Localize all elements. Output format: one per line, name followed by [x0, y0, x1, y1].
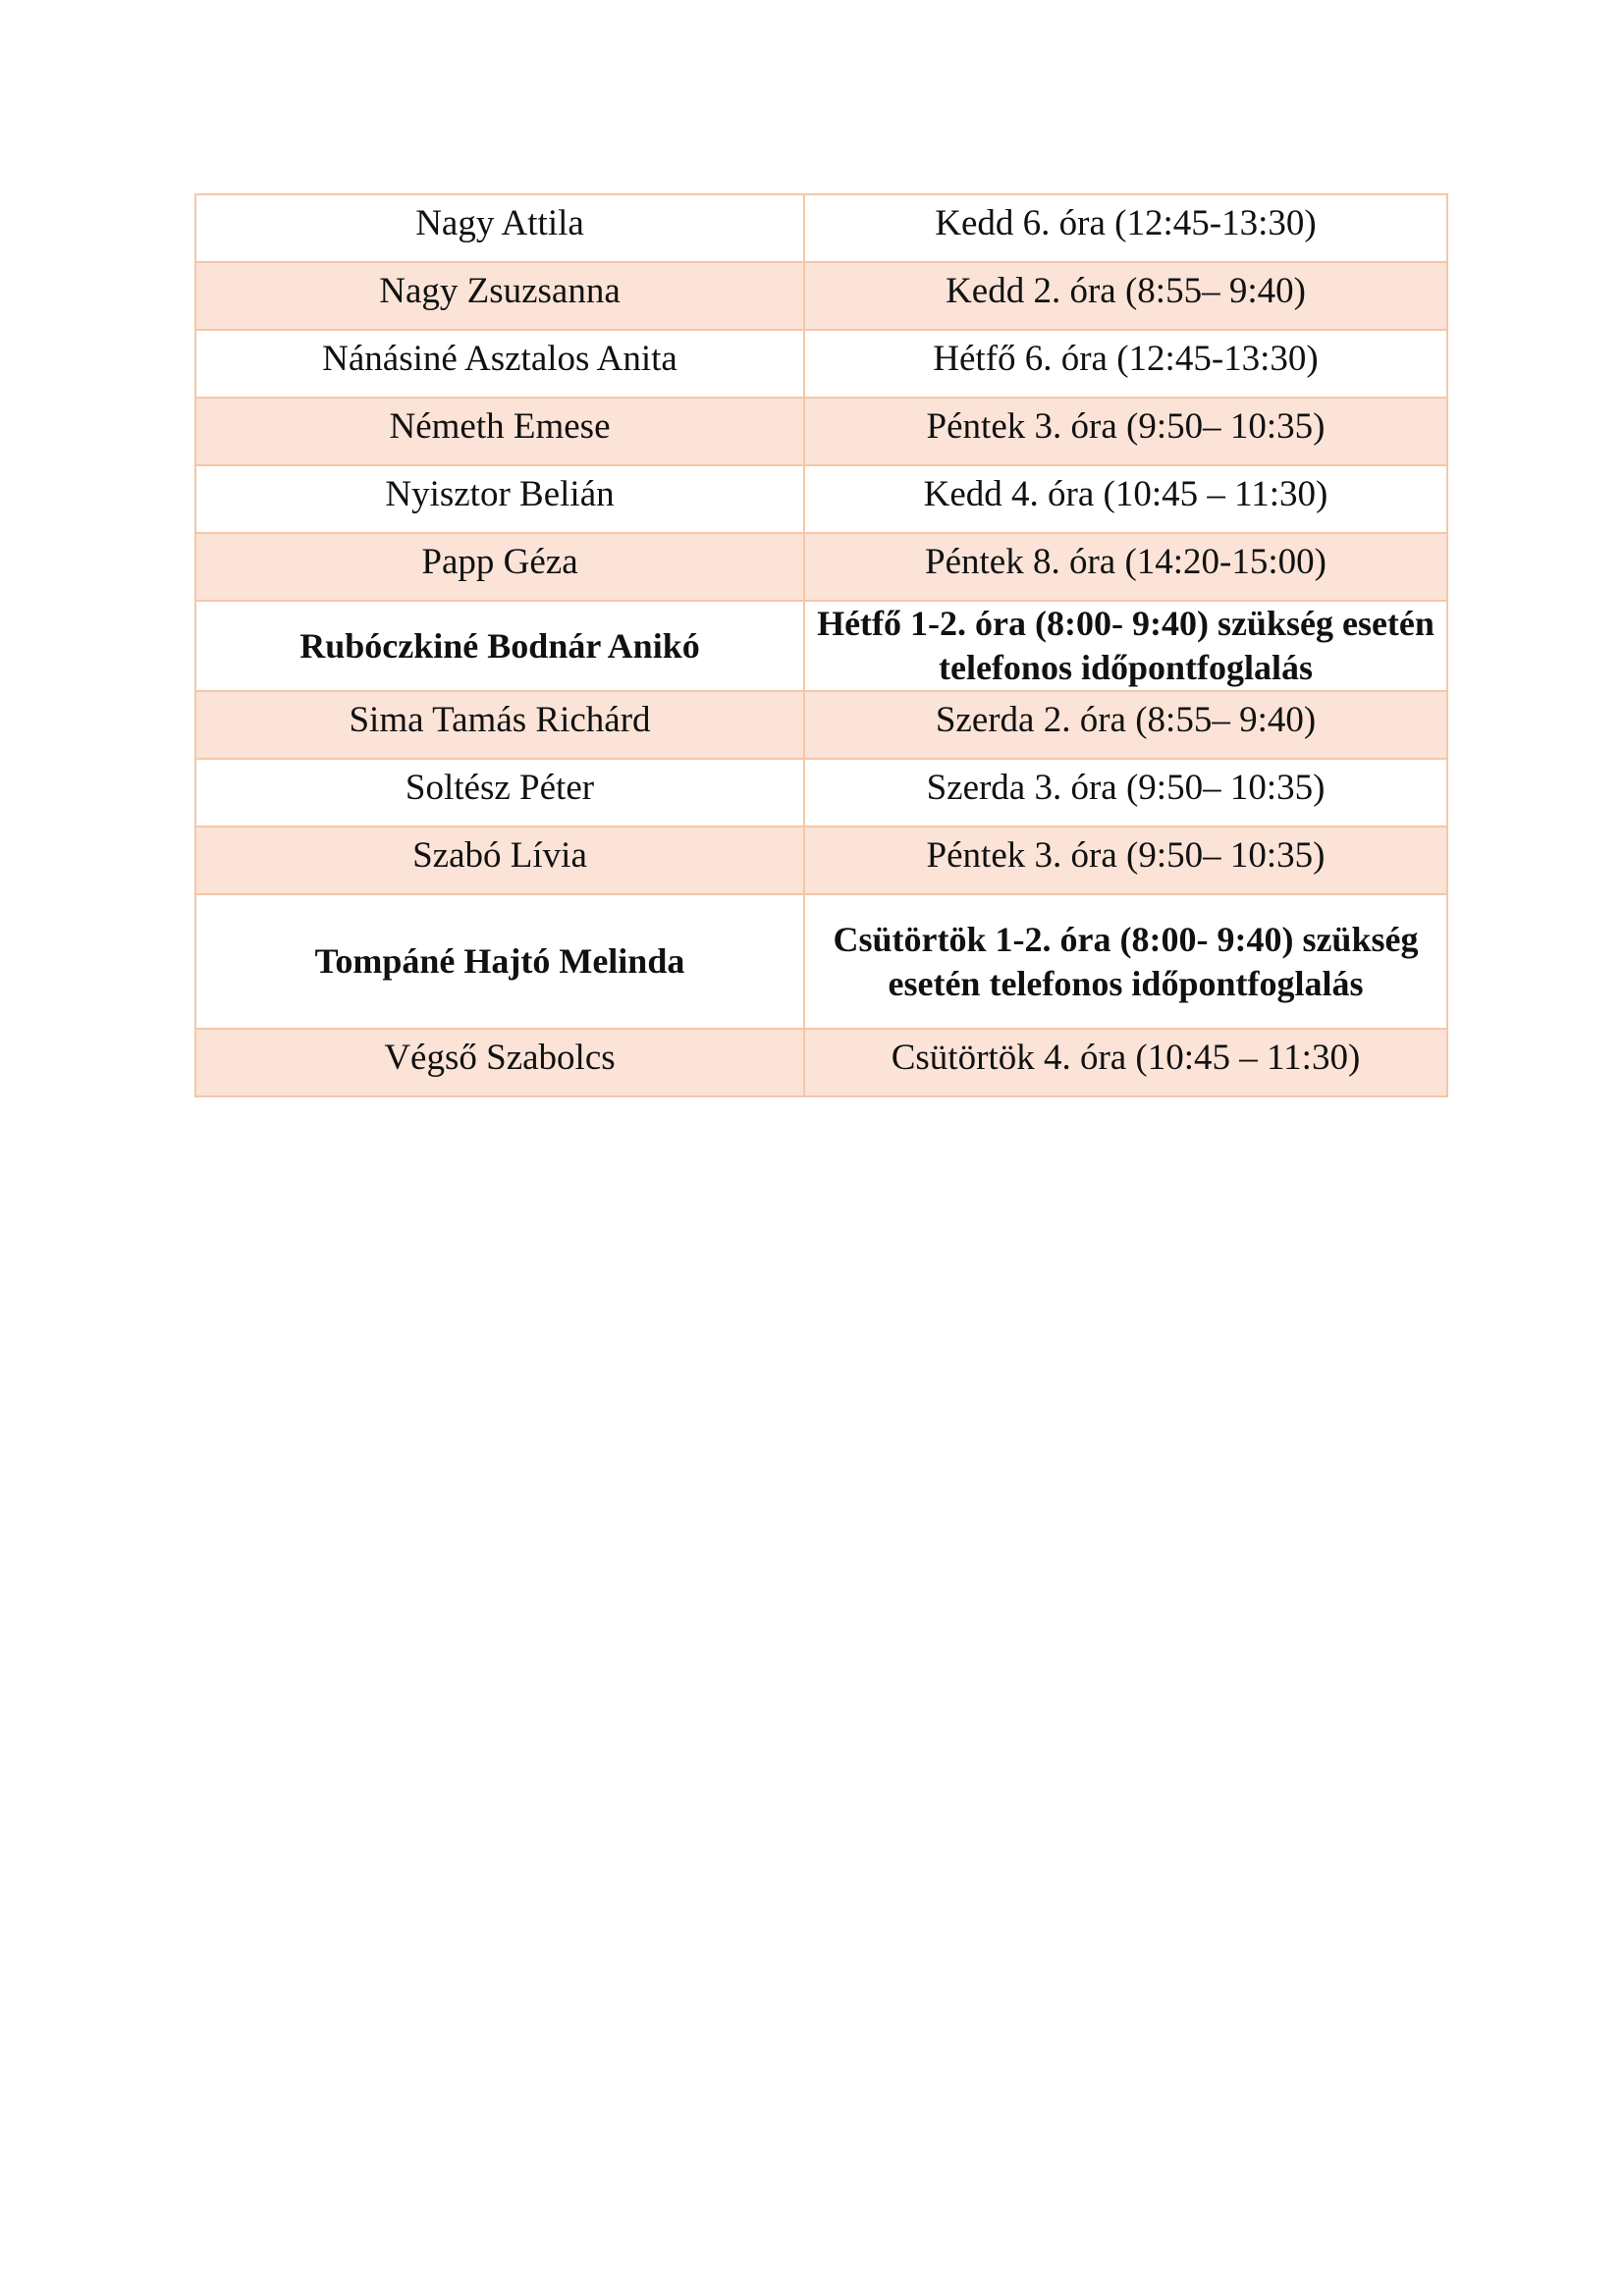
table-row — [195, 330, 1447, 398]
table-row — [195, 1029, 1447, 1096]
teacher-name-cell: Nyisztor Belián — [195, 465, 804, 533]
table-row — [195, 691, 1447, 759]
consultation-time-cell: Péntek 3. óra (9:50– 10:35) — [804, 827, 1447, 894]
table-row — [195, 533, 1447, 601]
consultation-time-cell: Kedd 6. óra (12:45-13:30) — [804, 194, 1447, 262]
teacher-name-cell: Rubóczkiné Bodnár Anikó — [195, 601, 804, 691]
consultation-schedule-table — [194, 193, 1448, 1097]
consultation-time-cell: Hétfő 6. óra (12:45-13:30) — [804, 330, 1447, 398]
consultation-time-cell: Péntek 8. óra (14:20-15:00) — [804, 533, 1447, 601]
teacher-name-cell: Nagy Zsuzsanna — [195, 262, 804, 330]
consultation-time-cell: Csütörtök 1-2. óra (8:00- 9:40) szükség esetén telefonos időpontfoglalás — [804, 894, 1447, 1029]
table-row — [195, 601, 1447, 691]
table-row — [195, 262, 1447, 330]
teacher-name-cell: Nagy Attila — [195, 194, 804, 262]
teacher-name-cell: Sima Tamás Richárd — [195, 691, 804, 759]
teacher-name-cell: Tompáné Hajtó Melinda — [195, 894, 804, 1029]
consultation-time-cell: Kedd 2. óra (8:55– 9:40) — [804, 262, 1447, 330]
table-row — [195, 465, 1447, 533]
consultation-time-cell: Kedd 4. óra (10:45 – 11:30) — [804, 465, 1447, 533]
table-row — [195, 827, 1447, 894]
teacher-name-cell: Nánásiné Asztalos Anita — [195, 330, 804, 398]
teacher-name-cell: Soltész Péter — [195, 759, 804, 827]
teacher-name-cell: Végső Szabolcs — [195, 1029, 804, 1096]
consultation-time-cell: Hétfő 1-2. óra (8:00- 9:40) szükség esetén telefonos időpontfoglalás — [804, 601, 1447, 691]
consultation-time-cell: Péntek 3. óra (9:50– 10:35) — [804, 398, 1447, 465]
table-row — [195, 894, 1447, 1029]
table-row — [195, 398, 1447, 465]
consultation-time-cell: Szerda 3. óra (9:50– 10:35) — [804, 759, 1447, 827]
teacher-name-cell: Németh Emese — [195, 398, 804, 465]
table-row — [195, 194, 1447, 262]
consultation-time-cell: Szerda 2. óra (8:55– 9:40) — [804, 691, 1447, 759]
consultation-time-cell: Csütörtök 4. óra (10:45 – 11:30) — [804, 1029, 1447, 1096]
teacher-name-cell: Papp Géza — [195, 533, 804, 601]
table-row — [195, 759, 1447, 827]
teacher-name-cell: Szabó Lívia — [195, 827, 804, 894]
